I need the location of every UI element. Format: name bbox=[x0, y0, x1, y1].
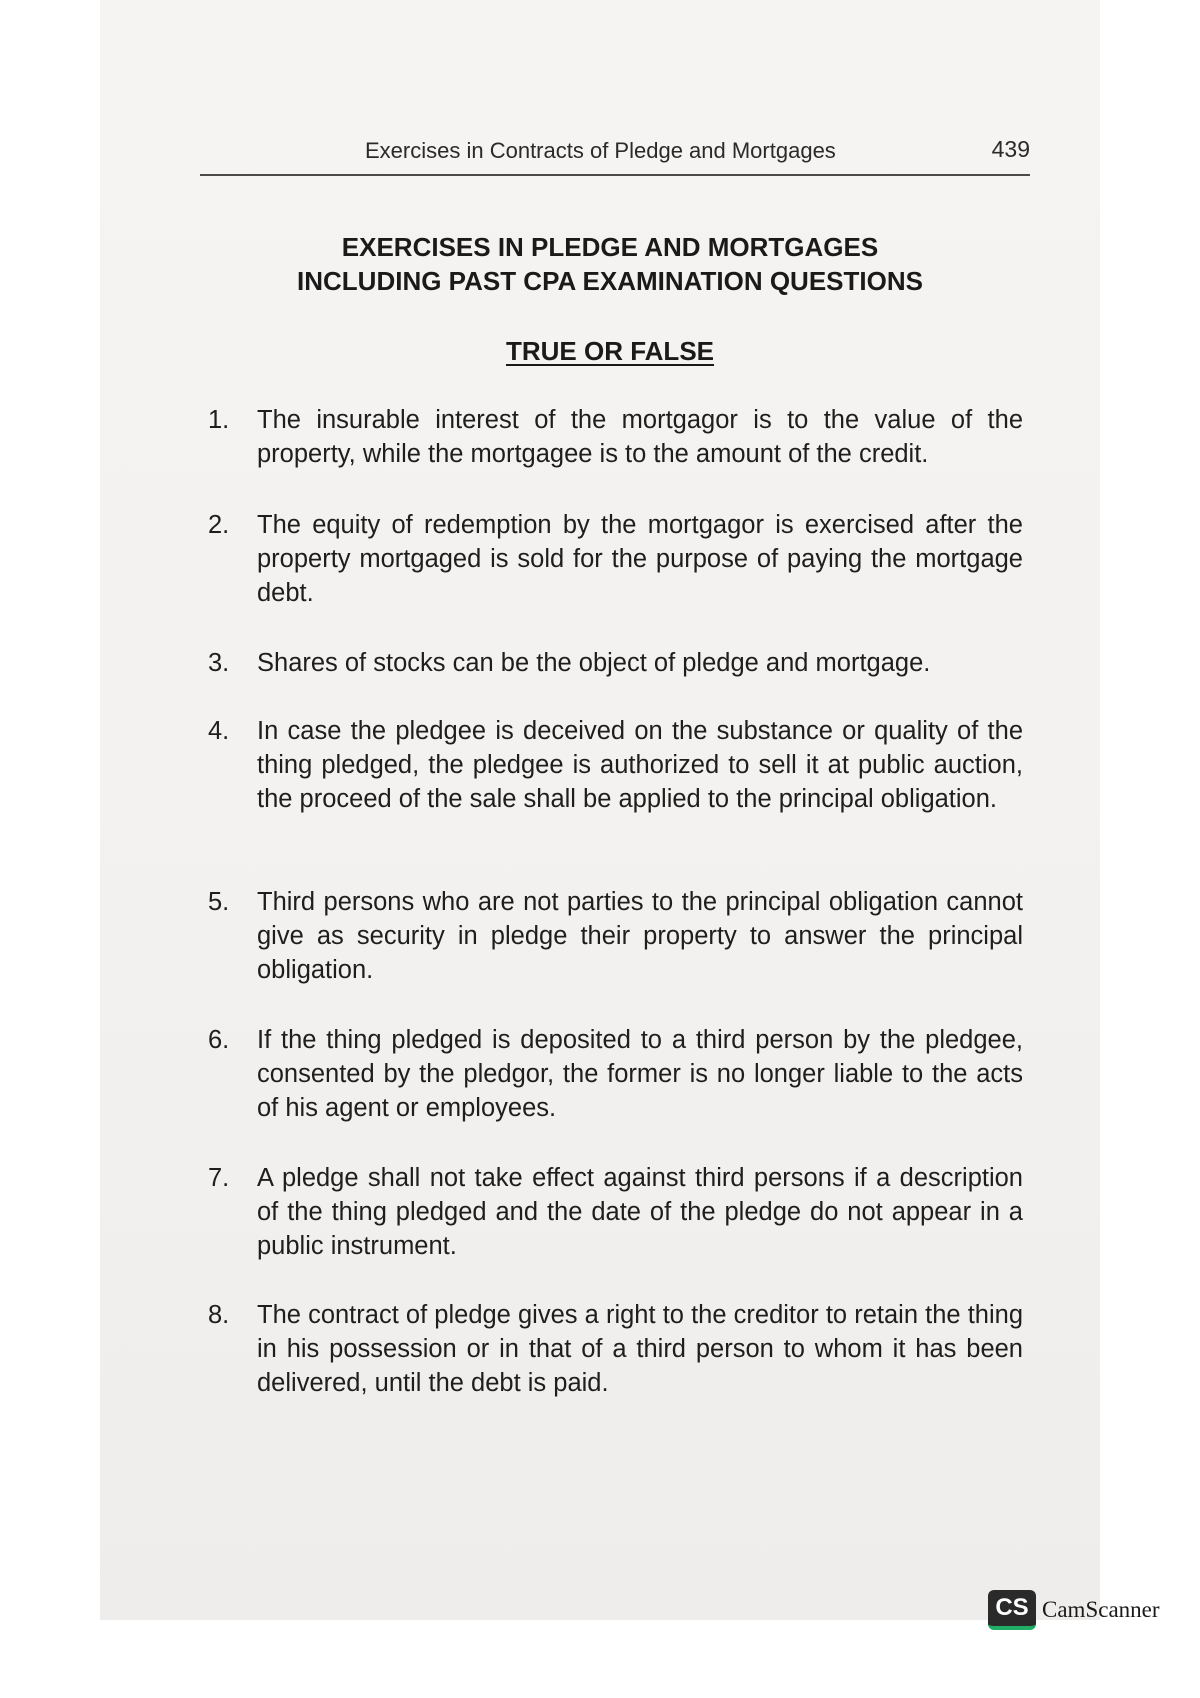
question-item bbox=[208, 508, 1023, 610]
page-title-line-2: INCLUDING PAST CPA EXAMINATION QUESTIONS bbox=[297, 266, 923, 296]
question-text: The contract of pledge gives a right to the creditor to retain the thing in his possession or in that of a third person to whom it has been delivered, until the debt is paid. bbox=[257, 1301, 1023, 1397]
running-title: Exercises in Contracts of Pledge and Mortgages bbox=[365, 138, 836, 163]
question-item bbox=[208, 1161, 1023, 1263]
question-number: 1. bbox=[208, 406, 230, 434]
question-number: 4. bbox=[208, 717, 230, 745]
question-item bbox=[208, 1023, 1023, 1125]
question-text: In case the pledgee is deceived on the substance or quality of the thing pledged, the pledgee is authorized to sell it at public auction, the proceed of the sale shall be applied to the principal obligation. bbox=[257, 717, 1023, 813]
question-item bbox=[208, 403, 1023, 471]
question-number: 5. bbox=[208, 888, 230, 916]
question-text: The equity of redemption by the mortgagor is exercised after the property mortgaged is sold for the purpose of paying the mortgage debt. bbox=[257, 511, 1023, 607]
camscanner-watermark bbox=[988, 1590, 1160, 1630]
camscanner-label: CamScanner bbox=[1042, 1597, 1160, 1622]
question-number: 8. bbox=[208, 1301, 230, 1329]
question-text: If the thing pledged is deposited to a third person by the pledgee, consented by the pledgor, the former is no longer liable to the acts of his agent or employees. bbox=[257, 1026, 1023, 1122]
question-item bbox=[208, 714, 1023, 816]
question-text: A pledge shall not take effect against third persons if a description of the thing pledged and the date of the pledge do not appear in a public instrument. bbox=[257, 1164, 1023, 1260]
question-item bbox=[208, 1298, 1023, 1400]
question-number: 2. bbox=[208, 511, 230, 539]
question-text: Shares of stocks can be the object of pledge and mortgage. bbox=[257, 649, 931, 677]
question-item bbox=[208, 646, 1023, 680]
page-number: 439 bbox=[991, 136, 1030, 162]
question-number: 6. bbox=[208, 1026, 230, 1054]
running-header bbox=[200, 128, 1030, 176]
question-text: The insurable interest of the mortgagor is to the value of the property, while the mortgagee is to the amount of the credit. bbox=[257, 406, 1023, 468]
page-title bbox=[200, 230, 1020, 298]
page-title-line-1: EXERCISES IN PLEDGE AND MORTGAGES bbox=[341, 232, 879, 262]
question-item bbox=[208, 885, 1023, 987]
camscanner-logo-icon: CS bbox=[988, 1590, 1036, 1630]
question-text: Third persons who are not parties to the principal obligation cannot give as security in pledge their property to answer the principal obligation. bbox=[257, 888, 1023, 984]
question-number: 7. bbox=[208, 1164, 230, 1192]
question-number: 3. bbox=[208, 649, 230, 677]
section-heading bbox=[200, 336, 1020, 367]
section-title: TRUE OR FALSE bbox=[505, 336, 714, 366]
